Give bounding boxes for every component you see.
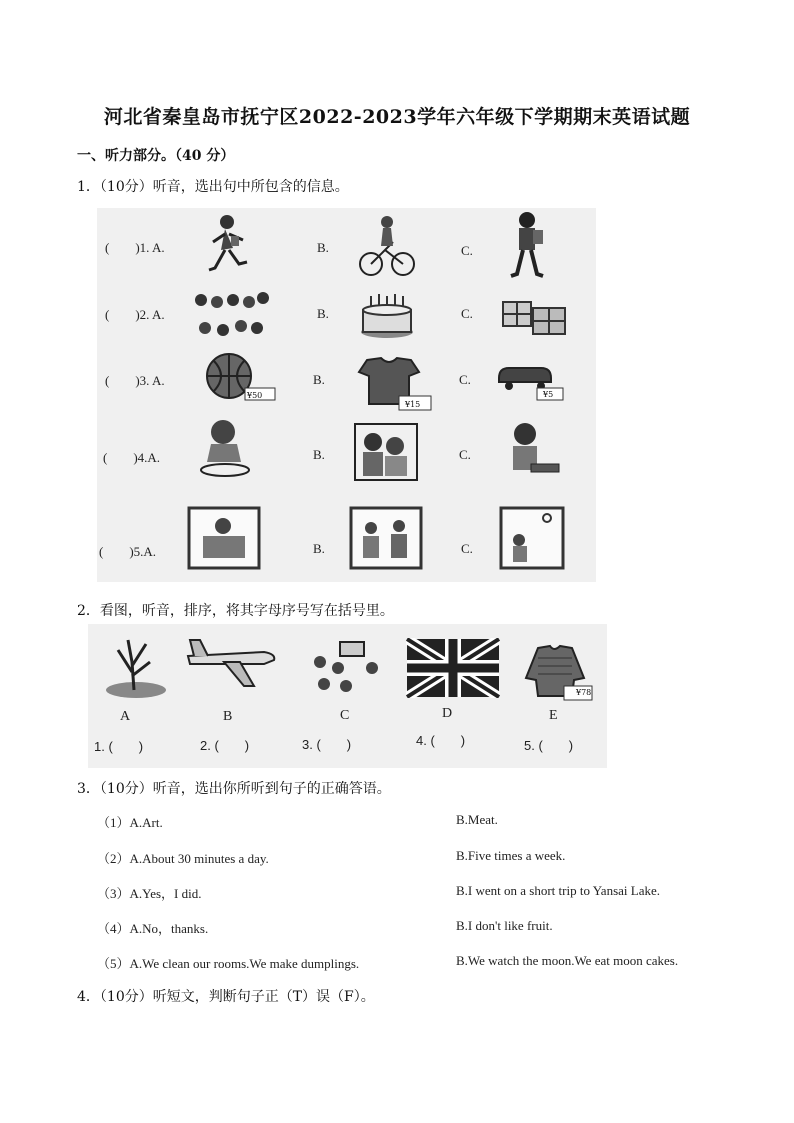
question-2-picture-panel	[88, 624, 607, 768]
skateboard-icon	[495, 358, 565, 402]
q3-item-5-option-a[interactable]: （5）A.We clean our rooms.We make dumplings.	[97, 956, 360, 971]
framed-picture-a-icon	[187, 506, 261, 570]
order-blank-1[interactable]: 1. ( )	[94, 739, 144, 754]
shirt-price-tag: ¥15	[405, 400, 421, 409]
running-girl-icon	[195, 210, 265, 280]
boy-with-toy-icon	[501, 420, 565, 482]
row-4-option-c: C.	[459, 447, 471, 462]
q3-item-4-option-a[interactable]: （4）A.No，thanks.	[97, 921, 209, 936]
row-3-option-c: C.	[459, 372, 471, 387]
row-1-label: ( )1. A.	[105, 240, 165, 255]
section-listening-heading: 一、听力部分。（40 分）	[77, 148, 235, 164]
framed-picture-c-icon	[499, 506, 565, 570]
row-1-option-b: B.	[317, 240, 329, 255]
order-blank-3[interactable]: 3. ( )	[302, 737, 352, 752]
order-blank-2[interactable]: 2. ( )	[200, 738, 250, 753]
picture-letter-c: C	[340, 708, 350, 723]
row-3-option-b: B.	[313, 372, 325, 387]
q3-item-5-option-b[interactable]: B.We watch the moon.We eat moon cakes.	[456, 953, 679, 968]
gift-boxes-icon	[501, 294, 567, 336]
q3-item-2-option-b[interactable]: B.Five times a week.	[456, 848, 566, 863]
page-title: 河北省秦皇岛市抚宁区2022-2023学年六年级下学期期末英语试题	[103, 106, 691, 128]
row-1-option-c: C.	[461, 243, 473, 258]
row-5-option-c: C.	[461, 541, 473, 556]
q3-item-3-option-b[interactable]: B.I went on a short trip to Yansai Lake.	[456, 883, 661, 898]
question-3-prompt: 3．（10分）听音，选出你所听到句子的正确答语。	[77, 781, 391, 797]
question-1-picture-panel	[97, 208, 596, 582]
row-2-label: ( )2. A.	[105, 307, 165, 322]
picture-letter-a: A	[120, 709, 131, 724]
girl-on-bicycle-icon	[359, 212, 415, 280]
skate-price-tag: ¥5	[543, 390, 554, 399]
crying-child-icon	[197, 416, 251, 480]
cookies-and-cake-icon	[310, 638, 382, 700]
airplane-icon	[184, 634, 280, 690]
t-shirt-icon	[353, 356, 433, 412]
uk-flag-icon	[406, 638, 500, 698]
row-3-label: ( )3. A.	[105, 373, 165, 388]
picture-letter-d: D	[442, 706, 453, 721]
order-blank-5[interactable]: 5. ( )	[524, 738, 574, 753]
ball-price-tag: ¥50	[247, 391, 263, 400]
birthday-cake-icon	[359, 292, 415, 340]
row-2-option-c: C.	[461, 306, 473, 321]
framed-picture-b-icon	[349, 506, 423, 570]
candies-icon	[193, 290, 273, 340]
family-photo-icon	[353, 422, 419, 482]
question-1-prompt: 1．（10分）听音，选出句中所包含的信息。	[77, 179, 349, 195]
row-4-label: ( )4.A.	[103, 450, 161, 465]
question-2-prompt: 2．看图，听音，排序，将其字母序号写在括号里。	[77, 603, 394, 619]
sweater-price-tag: ¥78	[576, 688, 592, 697]
row-5-label: ( )5.A.	[99, 544, 157, 559]
q3-item-3-option-a[interactable]: （3）A.Yes，I did.	[97, 886, 202, 901]
q3-item-1-option-b[interactable]: B.Meat.	[456, 812, 498, 827]
walking-boy-icon	[505, 210, 551, 282]
row-4-option-b: B.	[313, 447, 325, 462]
question-4-prompt: 4．（10分）听短文，判断句子正（T）误（F）。	[77, 989, 375, 1005]
q3-item-1-option-a[interactable]: （1）A.Art.	[97, 815, 163, 830]
picture-letter-e: E	[549, 708, 558, 723]
order-blank-4[interactable]: 4. ( )	[416, 733, 466, 748]
basketball-icon	[201, 352, 277, 402]
q3-item-2-option-a[interactable]: （2）A.About 30 minutes a day.	[97, 851, 269, 866]
q3-item-4-option-b[interactable]: B.I don't like fruit.	[456, 918, 553, 933]
row-2-option-b: B.	[317, 306, 329, 321]
tree-icon	[98, 632, 168, 702]
picture-letter-b: B	[223, 709, 233, 724]
row-5-option-b: B.	[313, 541, 325, 556]
